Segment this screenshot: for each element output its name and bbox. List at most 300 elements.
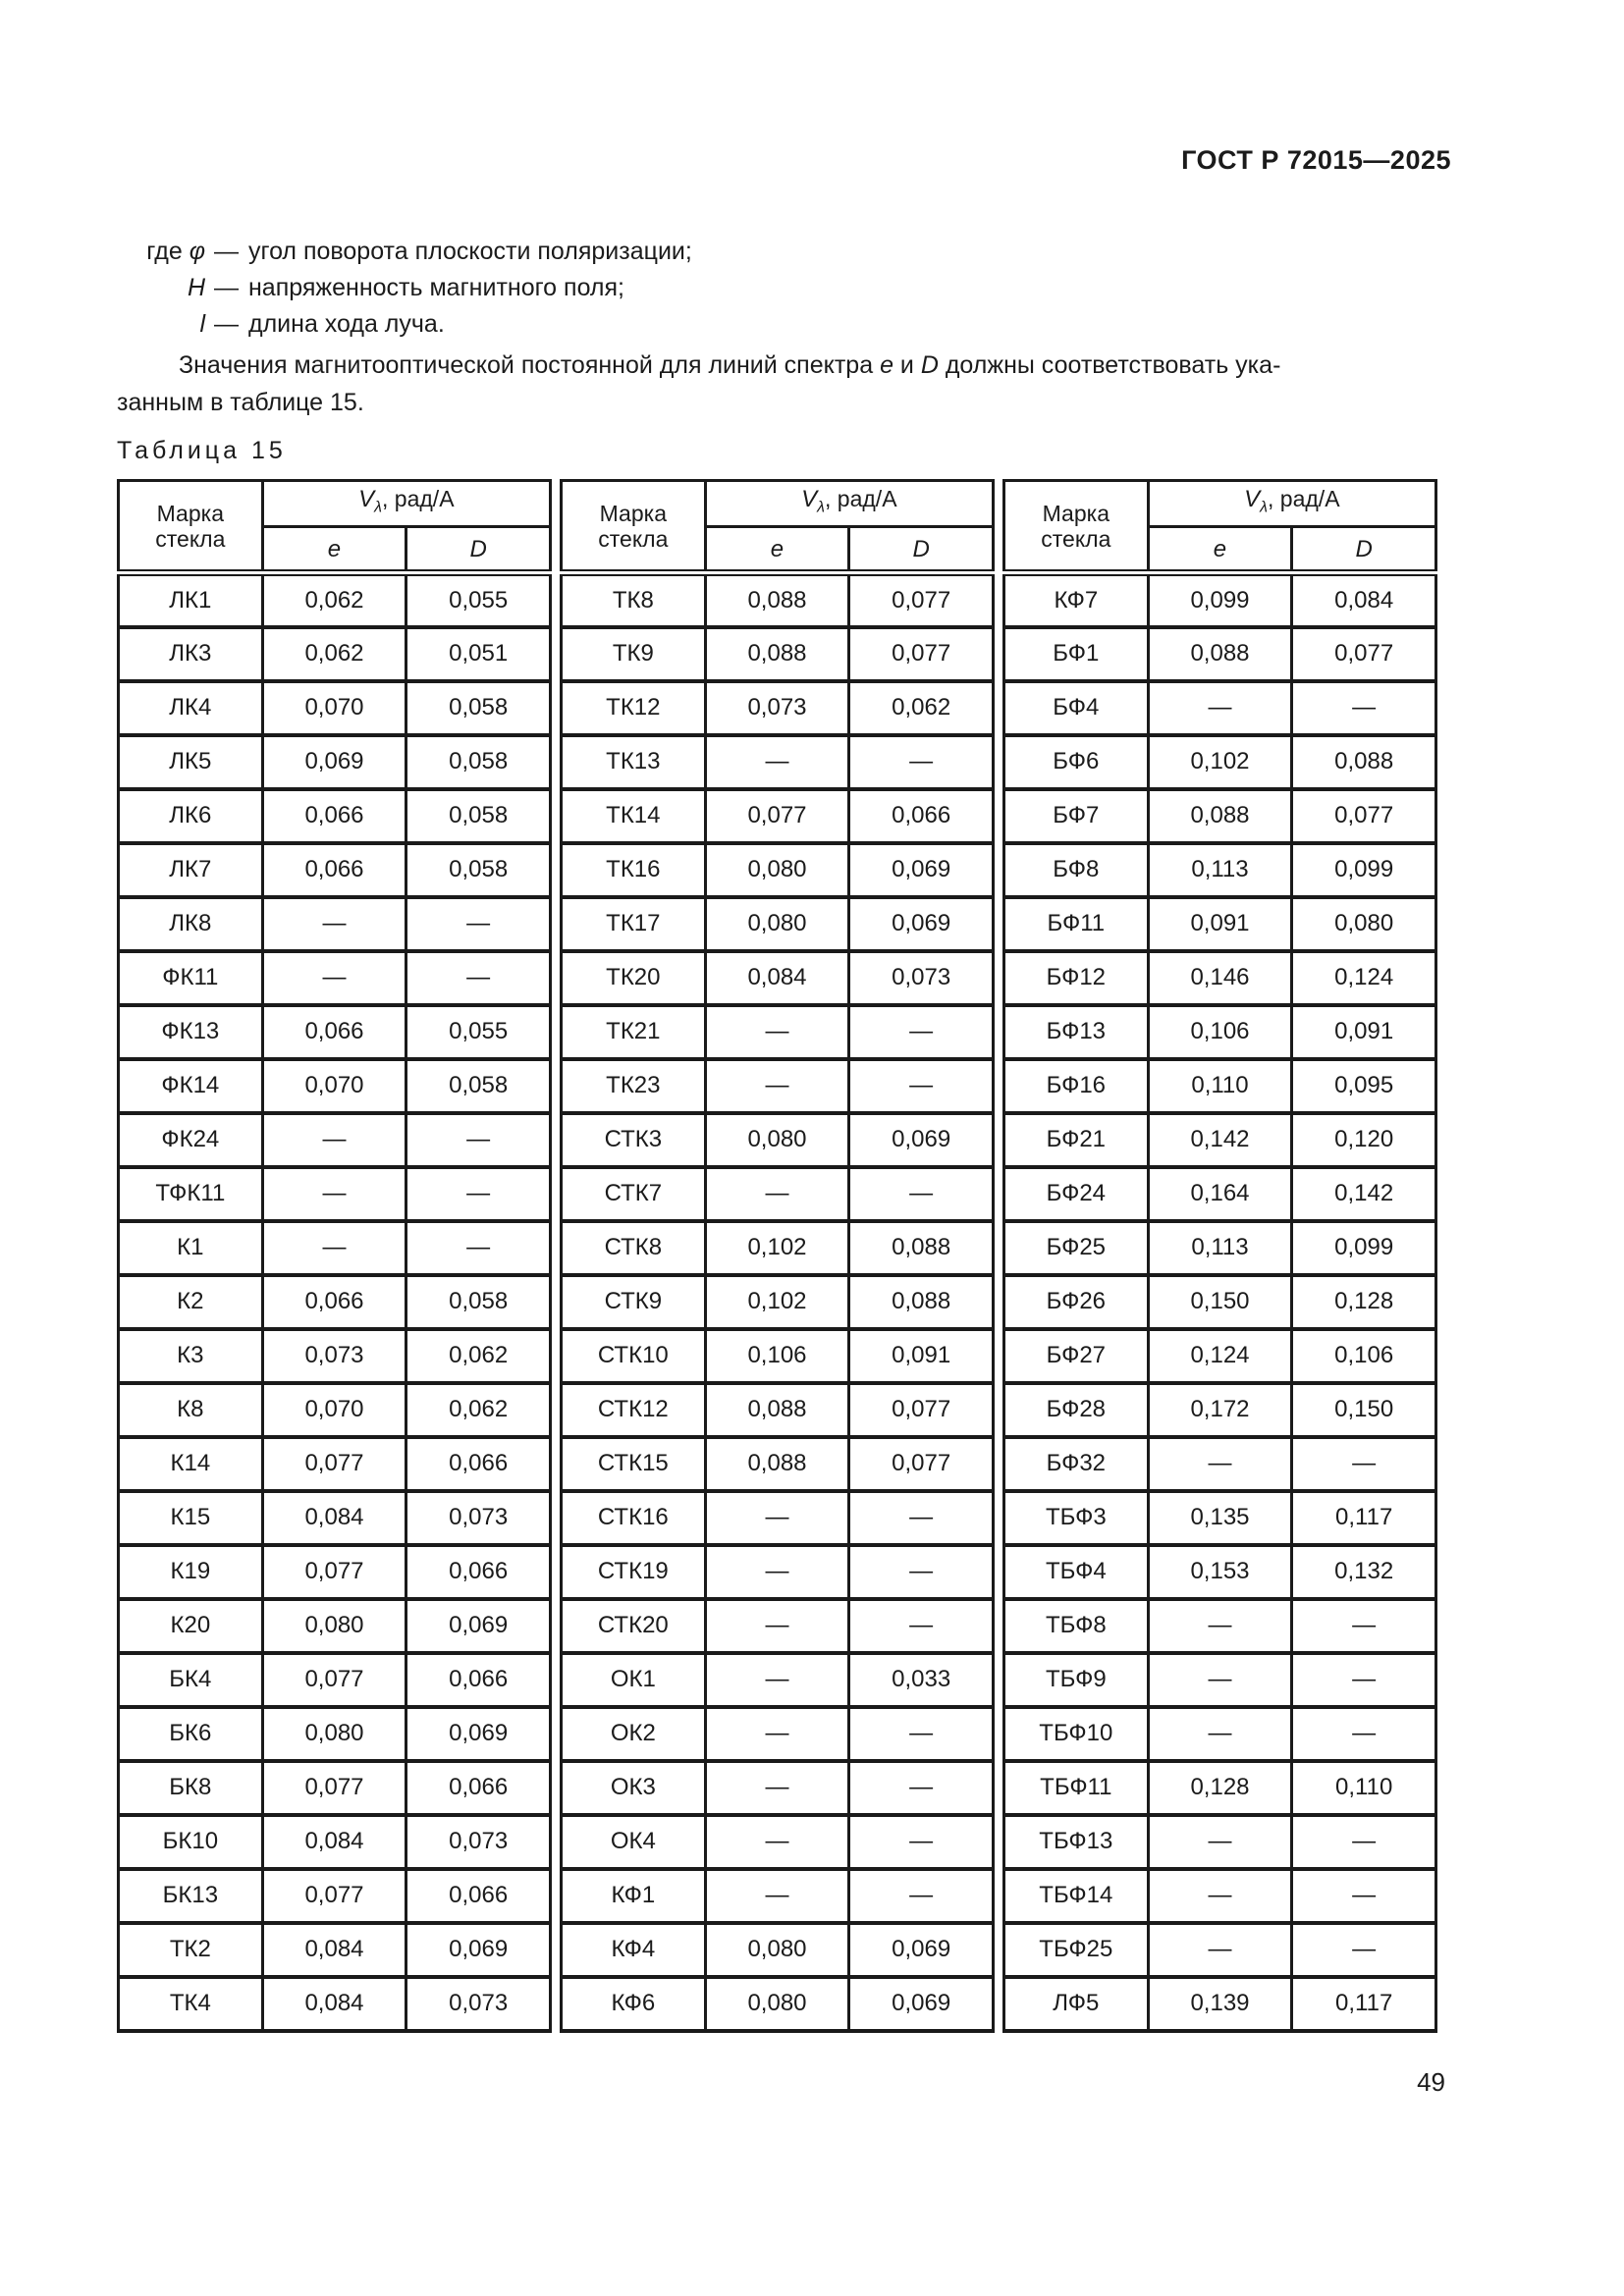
value-cell: 0,077 — [849, 1437, 994, 1491]
definition-dash: — — [214, 274, 239, 301]
value-cell: — — [406, 897, 551, 951]
value-cell: 0,062 — [262, 573, 406, 627]
header-verdet-constant: $V_\lambda$, рад/А — [262, 481, 550, 527]
value-cell: — — [406, 1167, 551, 1221]
glass-table-group-1 — [117, 479, 552, 2033]
glass-mark-cell: БК4 — [119, 1653, 263, 1707]
glass-mark-cell: СТК10 — [562, 1329, 706, 1383]
value-cell: 0,084 — [1292, 573, 1436, 627]
glass-mark-cell: КФ4 — [562, 1923, 706, 1977]
value-cell: 0,066 — [849, 789, 994, 843]
table-row — [562, 1329, 994, 1383]
value-cell: 0,080 — [705, 897, 849, 951]
value-cell: — — [705, 1599, 849, 1653]
definition-dash: — — [214, 310, 239, 338]
value-cell: 0,073 — [705, 681, 849, 735]
page-number: 49 — [1417, 2067, 1445, 2097]
value-cell: 0,066 — [406, 1761, 551, 1815]
table-row — [562, 1275, 994, 1329]
glass-mark-cell: БФ16 — [1004, 1059, 1149, 1113]
glass-mark-cell: ФК11 — [119, 951, 263, 1005]
glass-mark-cell: БФ21 — [1004, 1113, 1149, 1167]
value-cell: 0,058 — [406, 681, 551, 735]
table-row — [119, 1599, 551, 1653]
value-cell: — — [705, 1059, 849, 1113]
table-row — [1004, 1815, 1436, 1869]
glass-mark-cell: БФ11 — [1004, 897, 1149, 951]
table-row — [119, 1437, 551, 1491]
value-cell: — — [1148, 1707, 1292, 1761]
value-cell: 0,066 — [262, 1005, 406, 1059]
value-cell: 0,066 — [406, 1869, 551, 1923]
value-cell: 0,091 — [1292, 1005, 1436, 1059]
value-cell: 0,099 — [1292, 843, 1436, 897]
table-row — [1004, 1005, 1436, 1059]
value-cell: — — [262, 1221, 406, 1275]
table-row — [562, 1221, 994, 1275]
value-cell: 0,146 — [1148, 951, 1292, 1005]
value-cell: 0,139 — [1148, 1977, 1292, 2031]
glass-mark-cell: БФ4 — [1004, 681, 1149, 735]
table-row — [1004, 1221, 1436, 1275]
table-row — [119, 843, 551, 897]
value-cell: 0,058 — [406, 735, 551, 789]
value-cell: 0,080 — [705, 1923, 849, 1977]
table-row — [119, 627, 551, 681]
definition-text: длина хода луча. — [248, 310, 445, 338]
glass-mark-cell: К15 — [119, 1491, 263, 1545]
table-row — [562, 1383, 994, 1437]
table-row — [562, 1869, 994, 1923]
value-cell: 0,070 — [262, 1383, 406, 1437]
value-cell: — — [1292, 1923, 1436, 1977]
value-cell: 0,066 — [406, 1545, 551, 1599]
value-cell: 0,084 — [262, 1977, 406, 2031]
value-cell: 0,080 — [262, 1707, 406, 1761]
value-cell: 0,070 — [262, 681, 406, 735]
value-cell: — — [705, 1653, 849, 1707]
glass-mark-cell: ТБФ13 — [1004, 1815, 1149, 1869]
header-verdet-constant: $V_\lambda$, рад/А — [705, 481, 993, 527]
glass-mark-cell: ТК8 — [562, 573, 706, 627]
glass-mark-cell: БК13 — [119, 1869, 263, 1923]
glass-mark-cell: ТБФ25 — [1004, 1923, 1149, 1977]
value-cell: — — [705, 1545, 849, 1599]
value-cell: 0,066 — [406, 1653, 551, 1707]
value-cell: — — [1292, 1599, 1436, 1653]
definition-text: угол поворота плоскости поляризации; — [248, 238, 692, 265]
glass-mark-cell: ОК2 — [562, 1707, 706, 1761]
definition-term: l — [199, 310, 205, 338]
value-cell: 0,069 — [849, 897, 994, 951]
table-row — [1004, 789, 1436, 843]
value-cell: 0,106 — [1292, 1329, 1436, 1383]
glass-mark-cell: ТБФ10 — [1004, 1707, 1149, 1761]
table-row — [119, 1329, 551, 1383]
value-cell: 0,077 — [849, 1383, 994, 1437]
definitions-list — [117, 234, 1437, 343]
value-cell: 0,102 — [1148, 735, 1292, 789]
value-cell: 0,091 — [849, 1329, 994, 1383]
value-cell: 0,124 — [1292, 951, 1436, 1005]
value-cell: — — [849, 1869, 994, 1923]
glass-mark-cell: БФ25 — [1004, 1221, 1149, 1275]
table-row — [1004, 573, 1436, 627]
glass-mark-cell: КФ6 — [562, 1977, 706, 2031]
header-line-d: D — [1292, 527, 1436, 573]
table-row — [562, 1707, 994, 1761]
definition-term: где φ — [146, 238, 205, 265]
glass-mark-cell: К20 — [119, 1599, 263, 1653]
value-cell: 0,077 — [849, 573, 994, 627]
value-cell: 0,066 — [406, 1437, 551, 1491]
value-cell: — — [849, 1059, 994, 1113]
value-cell: — — [705, 1005, 849, 1059]
glass-mark-cell: КФ1 — [562, 1869, 706, 1923]
table-row — [119, 1167, 551, 1221]
value-cell: 0,069 — [849, 1977, 994, 2031]
value-cell: 0,073 — [262, 1329, 406, 1383]
table-row — [1004, 1653, 1436, 1707]
table-row — [1004, 627, 1436, 681]
value-cell: — — [1148, 1923, 1292, 1977]
glass-mark-cell: ТК21 — [562, 1005, 706, 1059]
table-row — [1004, 1761, 1436, 1815]
definition-text: напряженность магнитного поля; — [248, 274, 624, 301]
value-cell: 0,058 — [406, 1275, 551, 1329]
table-row — [1004, 1923, 1436, 1977]
glass-mark-cell: К19 — [119, 1545, 263, 1599]
value-cell: 0,172 — [1148, 1383, 1292, 1437]
table-row — [562, 1815, 994, 1869]
header-glass-mark: Марка стекла — [1004, 481, 1149, 573]
value-cell: 0,066 — [262, 789, 406, 843]
value-cell: — — [705, 1869, 849, 1923]
paragraph-line-1: Значения магнитооптической постоянной для линий спектра e и D должны соответствовать ука- — [179, 351, 1281, 379]
glass-mark-cell: СТК3 — [562, 1113, 706, 1167]
value-cell: 0,088 — [1148, 789, 1292, 843]
glass-mark-cell: ТК16 — [562, 843, 706, 897]
glass-mark-cell: ТК17 — [562, 897, 706, 951]
value-cell: 0,084 — [262, 1491, 406, 1545]
header-verdet-constant: $V_\lambda$, рад/А — [1148, 481, 1435, 527]
value-cell: — — [705, 1491, 849, 1545]
table-row — [119, 1383, 551, 1437]
value-cell: 0,077 — [262, 1545, 406, 1599]
glass-mark-cell: ТБФ14 — [1004, 1869, 1149, 1923]
value-cell: 0,113 — [1148, 1221, 1292, 1275]
value-cell: 0,153 — [1148, 1545, 1292, 1599]
table-row — [562, 897, 994, 951]
value-cell: — — [849, 735, 994, 789]
table-row — [562, 1059, 994, 1113]
value-cell: 0,069 — [406, 1707, 551, 1761]
value-cell: 0,069 — [849, 1113, 994, 1167]
value-cell: 0,055 — [406, 573, 551, 627]
value-cell: 0,077 — [849, 627, 994, 681]
value-cell: — — [1148, 1815, 1292, 1869]
table-row — [562, 1437, 994, 1491]
value-cell: 0,142 — [1292, 1167, 1436, 1221]
table-row — [1004, 897, 1436, 951]
header-line-e: e — [1148, 527, 1292, 573]
value-cell: 0,124 — [1148, 1329, 1292, 1383]
glass-mark-cell: ОК3 — [562, 1761, 706, 1815]
table-row — [1004, 1059, 1436, 1113]
glass-mark-cell: ЛК1 — [119, 573, 263, 627]
value-cell: 0,070 — [262, 1059, 406, 1113]
glass-table-group-3 — [1002, 479, 1437, 2033]
glass-mark-cell: СТК19 — [562, 1545, 706, 1599]
value-cell: — — [1292, 1869, 1436, 1923]
page-content — [117, 234, 1437, 2033]
table-row — [562, 843, 994, 897]
value-cell: 0,073 — [849, 951, 994, 1005]
table-row — [119, 1275, 551, 1329]
table-row — [119, 1113, 551, 1167]
value-cell: — — [849, 1815, 994, 1869]
value-cell: 0,088 — [705, 1383, 849, 1437]
table-row — [1004, 1977, 1436, 2031]
glass-mark-cell: ТК2 — [119, 1923, 263, 1977]
glass-mark-cell: ЛК4 — [119, 681, 263, 735]
value-cell: — — [406, 1113, 551, 1167]
table-row — [1004, 1599, 1436, 1653]
value-cell: 0,077 — [1292, 627, 1436, 681]
table-row — [119, 789, 551, 843]
header-line-d: D — [406, 527, 551, 573]
glass-mark-cell: БФ28 — [1004, 1383, 1149, 1437]
table-row — [1004, 1437, 1436, 1491]
value-cell: — — [262, 1113, 406, 1167]
value-cell: 0,066 — [262, 843, 406, 897]
glass-mark-cell: ФК24 — [119, 1113, 263, 1167]
definition-row-h — [117, 270, 1437, 306]
value-cell: 0,102 — [705, 1221, 849, 1275]
value-cell: 0,077 — [262, 1869, 406, 1923]
value-cell: 0,120 — [1292, 1113, 1436, 1167]
table-row — [562, 1761, 994, 1815]
glass-mark-cell: БФ7 — [1004, 789, 1149, 843]
glass-mark-cell: К8 — [119, 1383, 263, 1437]
value-cell: 0,055 — [406, 1005, 551, 1059]
value-cell: 0,062 — [406, 1329, 551, 1383]
value-cell: 0,058 — [406, 789, 551, 843]
glass-mark-cell: К1 — [119, 1221, 263, 1275]
value-cell: 0,080 — [705, 1113, 849, 1167]
glass-mark-cell: ФК14 — [119, 1059, 263, 1113]
value-cell: 0,084 — [262, 1923, 406, 1977]
glass-mark-cell: БФ8 — [1004, 843, 1149, 897]
value-cell: 0,088 — [705, 1437, 849, 1491]
value-cell: — — [849, 1761, 994, 1815]
glass-mark-cell: К3 — [119, 1329, 263, 1383]
value-cell: 0,117 — [1292, 1491, 1436, 1545]
value-cell: 0,164 — [1148, 1167, 1292, 1221]
table-row — [1004, 681, 1436, 735]
definition-row-phi — [117, 234, 1437, 270]
value-cell: 0,113 — [1148, 843, 1292, 897]
table-row — [562, 1113, 994, 1167]
glass-mark-cell: ТБФ3 — [1004, 1491, 1149, 1545]
value-cell: — — [849, 1491, 994, 1545]
glass-mark-cell: ТК14 — [562, 789, 706, 843]
table-row — [562, 1491, 994, 1545]
glass-mark-cell: ТБФ4 — [1004, 1545, 1149, 1599]
glass-mark-cell: СТК8 — [562, 1221, 706, 1275]
table-row — [119, 951, 551, 1005]
table-row — [1004, 735, 1436, 789]
glass-mark-cell: СТК12 — [562, 1383, 706, 1437]
glass-mark-cell: БФ13 — [1004, 1005, 1149, 1059]
glass-mark-cell: ЛК8 — [119, 897, 263, 951]
header-glass-mark: Марка стекла — [119, 481, 263, 573]
table-row — [119, 681, 551, 735]
value-cell: 0,077 — [262, 1437, 406, 1491]
table-row — [562, 1167, 994, 1221]
value-cell: 0,062 — [406, 1383, 551, 1437]
value-cell: 0,150 — [1148, 1275, 1292, 1329]
table-row — [562, 681, 994, 735]
value-cell: — — [406, 951, 551, 1005]
table-row — [562, 627, 994, 681]
glass-mark-cell: БФ1 — [1004, 627, 1149, 681]
value-cell: 0,080 — [262, 1599, 406, 1653]
value-cell: — — [849, 1005, 994, 1059]
value-cell: 0,077 — [1292, 789, 1436, 843]
table-row — [119, 1923, 551, 1977]
paragraph-line-2: занным в таблице 15. — [117, 389, 364, 416]
value-cell: — — [262, 951, 406, 1005]
table-row — [562, 1599, 994, 1653]
value-cell: — — [262, 1167, 406, 1221]
value-cell: — — [1292, 1815, 1436, 1869]
value-cell: 0,110 — [1148, 1059, 1292, 1113]
glass-mark-cell: СТК16 — [562, 1491, 706, 1545]
table-row — [119, 735, 551, 789]
value-cell: 0,106 — [1148, 1005, 1292, 1059]
value-cell: 0,051 — [406, 627, 551, 681]
value-cell: — — [406, 1221, 551, 1275]
value-cell: 0,128 — [1292, 1275, 1436, 1329]
value-cell: — — [705, 1761, 849, 1815]
value-cell: 0,080 — [1292, 897, 1436, 951]
definition-term: Н — [187, 274, 205, 301]
value-cell: — — [849, 1167, 994, 1221]
value-cell: 0,080 — [705, 1977, 849, 2031]
glass-mark-cell: БФ26 — [1004, 1275, 1149, 1329]
glass-mark-cell: ЛК6 — [119, 789, 263, 843]
table-row — [119, 897, 551, 951]
glass-mark-cell: БФ27 — [1004, 1329, 1149, 1383]
value-cell: — — [849, 1707, 994, 1761]
table-row — [119, 1815, 551, 1869]
glass-mark-cell: ЛК3 — [119, 627, 263, 681]
value-cell: 0,077 — [262, 1653, 406, 1707]
glass-mark-cell: ЛК5 — [119, 735, 263, 789]
glass-mark-cell: ТК13 — [562, 735, 706, 789]
table-row — [119, 1707, 551, 1761]
glass-mark-cell: ТК20 — [562, 951, 706, 1005]
glass-mark-cell: ТК4 — [119, 1977, 263, 2031]
value-cell: — — [849, 1599, 994, 1653]
table-row — [562, 951, 994, 1005]
value-cell: 0,084 — [705, 951, 849, 1005]
table-row — [1004, 1383, 1436, 1437]
value-cell: 0,132 — [1292, 1545, 1436, 1599]
value-cell: 0,069 — [849, 1923, 994, 1977]
value-cell: 0,135 — [1148, 1491, 1292, 1545]
value-cell: — — [705, 1707, 849, 1761]
table-row — [562, 1005, 994, 1059]
glass-mark-cell: БК6 — [119, 1707, 263, 1761]
table-row — [1004, 843, 1436, 897]
value-cell: 0,106 — [705, 1329, 849, 1383]
table-row — [562, 1653, 994, 1707]
document-code: ГОСТ Р 72015—2025 — [1181, 145, 1451, 175]
table-row — [1004, 1113, 1436, 1167]
glass-mark-cell: БФ24 — [1004, 1167, 1149, 1221]
value-cell: — — [1148, 1437, 1292, 1491]
glass-mark-cell: ТБФ11 — [1004, 1761, 1149, 1815]
table-row — [119, 1491, 551, 1545]
value-cell: — — [1292, 1707, 1436, 1761]
value-cell: 0,088 — [705, 627, 849, 681]
value-cell: 0,088 — [1148, 627, 1292, 681]
table-row — [562, 789, 994, 843]
value-cell: 0,150 — [1292, 1383, 1436, 1437]
glass-mark-cell: ОК1 — [562, 1653, 706, 1707]
table-row — [119, 1869, 551, 1923]
value-cell: 0,069 — [849, 843, 994, 897]
glass-mark-cell: ТБФ8 — [1004, 1599, 1149, 1653]
value-cell: — — [705, 735, 849, 789]
value-cell: 0,058 — [406, 1059, 551, 1113]
value-cell: — — [262, 897, 406, 951]
value-cell: 0,091 — [1148, 897, 1292, 951]
glass-table-group-2 — [560, 479, 995, 2033]
value-cell: — — [1148, 1653, 1292, 1707]
table-row — [1004, 1491, 1436, 1545]
value-cell: 0,058 — [406, 843, 551, 897]
definition-row-l — [117, 306, 1437, 343]
glass-mark-cell: ТК12 — [562, 681, 706, 735]
value-cell: — — [1292, 681, 1436, 735]
table-row — [562, 1545, 994, 1599]
value-cell: — — [1148, 1869, 1292, 1923]
glass-mark-cell: К14 — [119, 1437, 263, 1491]
glass-mark-cell: ТБФ9 — [1004, 1653, 1149, 1707]
value-cell: — — [849, 1545, 994, 1599]
glass-mark-cell: ЛФ5 — [1004, 1977, 1149, 2031]
value-cell: 0,069 — [406, 1599, 551, 1653]
value-cell: 0,117 — [1292, 1977, 1436, 2031]
value-cell: — — [1292, 1653, 1436, 1707]
header-glass-mark: Марка стекла — [562, 481, 706, 573]
value-cell: — — [1292, 1437, 1436, 1491]
value-cell: 0,095 — [1292, 1059, 1436, 1113]
table-row — [119, 1653, 551, 1707]
value-cell: 0,077 — [262, 1761, 406, 1815]
glass-mark-cell: СТК20 — [562, 1599, 706, 1653]
value-cell: 0,073 — [406, 1977, 551, 2031]
value-cell: 0,102 — [705, 1275, 849, 1329]
table-row — [562, 1923, 994, 1977]
table-row — [1004, 1707, 1436, 1761]
value-cell: 0,062 — [262, 627, 406, 681]
header-line-e: e — [262, 527, 406, 573]
value-cell: 0,088 — [849, 1275, 994, 1329]
